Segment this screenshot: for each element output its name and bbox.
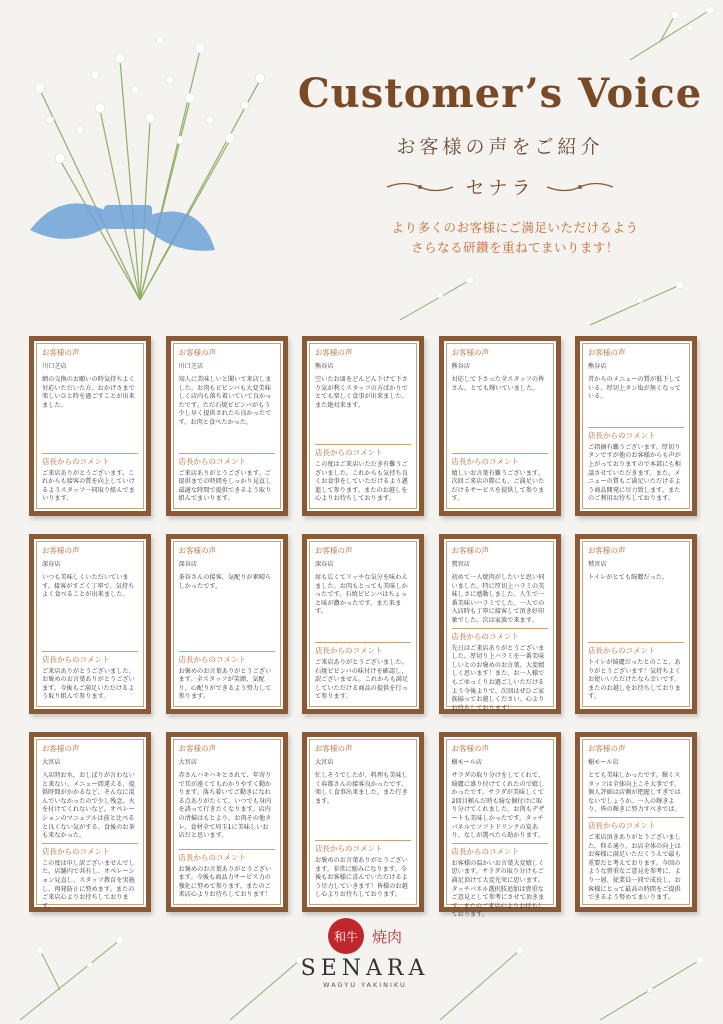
- comment-text: 先日はご来店ありがとうございました。厚切り上ハラミを一番美味しいとのお褒めのお言葉、大変嬉しく思います！また、お一人様でもごゆっくりお過ごしいただけるよう今後よりで、次回はぜひご家族揃ってお越しください。心よりお待ちしております！: [451, 644, 545, 712]
- store-name: 深谷店: [315, 561, 334, 568]
- comment-heading: 店長からのコメント: [315, 844, 383, 854]
- voice-text: 知人に美味しいと聞いて来店しました。お肉もビビンバも大変美味しく店内も落ち着いていて良かったです。ただ石焼ビビンバがもう少し早く提供されたら良かったです。お肉と食べたかった。: [178, 376, 272, 426]
- comment-text: お褒めのお言葉ありがとうございます。今後も商品力サービス力の強化に努めて参ります。またのご来店心よりお待ちしております！: [178, 865, 272, 899]
- page-title: Customer’s Voice: [297, 70, 703, 117]
- comment-text: ご来店ありがとうございました。お褒めのお言葉ありがとうございます。今後もご満足いただけるよう取り組んで参ります。: [42, 667, 135, 701]
- store-name: 川口芝店: [178, 363, 204, 370]
- logo-subtitle: WAGYU YAKINIKU: [323, 981, 407, 989]
- comment-heading: 店長からのコメント: [315, 646, 383, 656]
- store-name: 鷲宮店: [588, 561, 607, 568]
- voice-card: [29, 732, 151, 912]
- comment-heading: 店長からのコメント: [451, 631, 519, 641]
- voice-card: [166, 534, 288, 714]
- voice-card: [166, 732, 288, 912]
- voice-heading: お客様の声: [42, 744, 80, 753]
- logo-mark: [280, 918, 450, 954]
- voice-card-inner: [582, 739, 690, 905]
- flower-bouquet-illustration: [0, 0, 300, 320]
- voice-text: トイレがとても綺麗だった。: [588, 574, 669, 581]
- voice-card-inner: [173, 739, 281, 905]
- store-name: 樹モール店: [588, 759, 619, 766]
- comment-heading: 店長からのコメント: [588, 820, 656, 830]
- voice-text: サラダの取り分けをしてくれて、綺麗に盛り付けてくれたので嬉しかったです。サラダが美味しくて2回目頼んだ時も綺な個付けに取り分けてくれました。お肉もデザートも美味しかったです。タッチパネルでソフトドリンクの炭あり、なしが選べたら助かります。: [451, 772, 545, 840]
- voice-heading: お客様の声: [451, 744, 489, 753]
- card-divider: [179, 453, 275, 454]
- voice-card-inner: [173, 343, 281, 509]
- voice-text: いつも美味しくいただいています。接客がすごく丁寧で、気持ちよく食べることが出来ました。: [42, 574, 135, 599]
- voice-heading: お客様の声: [588, 744, 626, 753]
- store-name: 大宮店: [315, 759, 334, 766]
- voice-text: 空いたお皿をどんどん下げて下さり気が利くスタッフの方ばかりでとても楽しく食事が出来ました。また絶対来ます。: [315, 376, 408, 409]
- comment-heading: 店長からのコメント: [178, 654, 246, 664]
- comment-text: お褒めのお言葉ありがとうございます。非常に励みになります。今後もお客様に喜んでいただけるよう尽力していきます！皆様のお越し心よりお待ちしております。: [315, 857, 408, 899]
- voice-heading: お客様の声: [42, 348, 80, 357]
- voice-text: 昔からのメニューの質が低下している。厚切上タン塩が無くなっている。: [588, 376, 681, 401]
- page-subtitle: お客様の声をご紹介: [396, 136, 604, 158]
- comment-heading: 店長からのコメント: [42, 456, 110, 466]
- card-divider: [315, 444, 411, 445]
- voice-heading: お客様の声: [451, 348, 489, 357]
- card-divider: [452, 843, 548, 844]
- voice-card-inner: [446, 541, 554, 712]
- brand-line: [290, 173, 710, 200]
- comment-heading: 店長からのコメント: [315, 448, 383, 458]
- voice-text: 茶谷さんの接客、気配りが素晴らしかったです。: [178, 574, 272, 590]
- comment-text: お客様の温かいお言葉大変嬉しく思います。サラダの取り分けもご満足頂けて大変光栄に思います。タッチパネル選択肢追加は貴重なご意見として参考にさせて頂きます。またのご来店心よりお待ちしております。: [451, 859, 545, 919]
- voice-text: 入店時お水、おしぼりが言わないと来ない。メニュー間違える、提供時間がかかるなど、そんなに混んでいなかったので少し残念。火を付けてくれないなど。オペレーションのマニュアルは前と比べると良くない気がする。食後のお茶も来なかった。: [42, 772, 135, 840]
- voice-card: [29, 336, 151, 516]
- voice-heading: お客様の声: [315, 546, 353, 555]
- voice-card-inner: [309, 343, 417, 509]
- tagline-line-2: さらなる研鑽を重ねてまいります！: [411, 240, 619, 255]
- voice-heading: お客様の声: [315, 348, 353, 357]
- card-divider: [42, 843, 138, 844]
- comment-text: ご来店ありがとうございます。ご提供までの時間をしっかり見直し最適な時間で提供できるよう取り組んでまいります。: [178, 469, 272, 503]
- voice-text: 対応して下さった全スタッフの皆さん。とても輝いていました。: [451, 376, 545, 392]
- voice-heading: お客様の声: [178, 348, 216, 357]
- comment-heading: 店長からのコメント: [588, 430, 656, 440]
- voice-text: とても美味しかったです。輝くスタッフは全体向上こそ大事です。個人評価は店側が把握しすぎではないでしょうか。一人の輝きより、皆の輝きに努力すべきでは。: [588, 772, 681, 814]
- comment-heading: 店長からのコメント: [451, 846, 519, 856]
- footer-logo: [280, 918, 450, 989]
- brand-name: セナラ: [465, 177, 535, 199]
- voice-card-inner: [309, 541, 417, 707]
- tagline: [330, 218, 700, 258]
- voice-card-inner: [582, 541, 690, 707]
- comment-heading: 店長からのコメント: [42, 654, 110, 664]
- store-name: 川口芝店: [42, 363, 67, 370]
- card-divider: [315, 642, 411, 643]
- store-name: 熊谷店: [451, 363, 471, 370]
- store-name: 樹モール店: [451, 759, 483, 766]
- card-divider: [452, 453, 548, 454]
- comment-heading: 店長からのコメント: [42, 846, 110, 856]
- flower-sprig-illustration: [620, 0, 723, 70]
- voice-card-inner: [173, 541, 281, 707]
- voice-heading: お客様の声: [178, 546, 216, 555]
- comment-text: この度はご来店いただき有難うございました。これからも気持ち良くお食事をしていただけるよう邁進して参ります。またのお越しを心よりお待ちしております。: [315, 461, 408, 503]
- logo-name: SENARA: [300, 956, 430, 981]
- logo-kanji: 焼肉: [371, 927, 402, 946]
- voice-card-inner: [582, 343, 690, 509]
- page-header: [290, 70, 710, 200]
- card-divider: [42, 651, 138, 652]
- voice-card: [575, 336, 697, 516]
- voice-cards-grid: [29, 336, 697, 919]
- voice-card: [575, 732, 697, 912]
- ornament-left-icon: [385, 180, 455, 194]
- store-name: 深谷店: [42, 561, 61, 568]
- comment-text: お褒めのお言葉ありがとうございます。全スタッフが笑顔、気配り、心配りができるよう努力して参ります。: [178, 667, 272, 701]
- voice-heading: お客様の声: [588, 348, 626, 357]
- voice-card: [29, 534, 151, 714]
- comment-text: ご来店ありがとうございます。これからも接客の質を向上していけるようスタッフ一同取り組んでまいります。: [42, 469, 135, 503]
- voice-text: 網の交換のお願いの時気持ちよく対応いただいた方。おかげさまで楽しいひと時を過ごすことが出来ました。: [42, 376, 135, 409]
- voice-card-inner: [36, 343, 144, 509]
- comment-text: ご来店ありがとうございました。石焼ビビンバの味付けを確認し、訳ございません。これからも満足していただける商品の提供を行って参ります。: [315, 659, 409, 701]
- comment-text: ご来店頂きありがとうございました。仰る通り、お店全体の向上はお客様に満足いただくうえで最も重要だと考えております。今回のような貴重なご意見を参考に、より一層、従業員一同で成長し、お客様にとって最高の時間をご提供できるよう努めてまいります。: [588, 833, 681, 902]
- voice-card: [166, 336, 288, 516]
- voice-card-inner: [309, 739, 417, 905]
- comment-text: ご指摘有難うございます。厚切りタンですが他のお客様からも声が上がっておりますので本部にも相談させていただきます。また、メニューの質もご満足いただけるよう商品開発に尽力致します。またのご利用お待ちしております。: [588, 443, 681, 503]
- voice-heading: お客様の声: [588, 546, 626, 555]
- logo-seal: 和牛: [328, 918, 364, 954]
- card-divider: [42, 453, 138, 454]
- voice-heading: お客様の声: [315, 744, 353, 753]
- card-divider: [179, 651, 275, 652]
- voice-card-inner: [36, 739, 144, 910]
- store-name: 熊谷店: [315, 363, 334, 370]
- store-name: 鷲宮店: [451, 561, 471, 568]
- card-divider: [315, 840, 411, 841]
- card-divider: [588, 427, 684, 428]
- voice-text: 赤さんハキハキとされて、年寄りで耳が遠くてもわかりやすく動かります。落ち着いてご動きになれる点ありがたくて、いつでも身内を誘って行きたくなります。店内の清掃はもとより、お肉その他タレ、食材全て埼玉1に美味しいお店だと思います。: [178, 772, 272, 840]
- voice-heading: お客様の声: [451, 546, 489, 555]
- card-divider: [452, 628, 548, 629]
- tagline-line-1: より多くのお客様にご満足いただけるよう: [391, 220, 639, 235]
- voice-card-inner: [446, 343, 554, 509]
- voice-card: [302, 732, 424, 912]
- comment-heading: 店長からのコメント: [588, 646, 656, 656]
- comment-heading: 店長からのコメント: [178, 852, 246, 862]
- voice-card: [302, 534, 424, 714]
- comment-heading: 店長からのコメント: [178, 456, 246, 466]
- voice-text: 忙しそうでしたが、料理も美味しく春都さんの接客良かったです。楽しく食事出来ました。また行きます。: [315, 772, 408, 805]
- card-divider: [588, 642, 684, 643]
- store-name: 深谷店: [178, 561, 198, 568]
- voice-text: 初めて一人焼肉がしたいと思い伺いました。特に厚切上ハラミの美味しさに感動しました。人生で一番美味いハラミでした。一人での入店時も丁寧に接客して頂き好印象でした。次は家族で来ます。: [451, 574, 545, 624]
- voice-card: [439, 336, 561, 516]
- comment-text: トイレが綺麗だったとのこと、ありがとうございます！気持ちよくお使いいただけたなら幸いです。またのお越しをお待ちしております。: [588, 659, 681, 701]
- comment-text: この度は申し訳ございませんでした。店舗内で共有し、オペレーション見直し、スタッフ教育を実施し、再発防止に努めます。またのご来店心よりお待ちしております。: [42, 859, 135, 910]
- store-name: 熊谷店: [588, 363, 607, 370]
- voice-card: [439, 534, 561, 714]
- card-divider: [179, 849, 275, 850]
- flower-sprig-illustration: [390, 270, 710, 330]
- voice-heading: お客様の声: [42, 546, 80, 555]
- store-name: 大宮店: [42, 759, 61, 766]
- store-name: 大宮店: [178, 759, 198, 766]
- voice-text: 席も広くてリッチな気分を味わえました。お肉もとっても美味しかったです。石焼ビビンバはちょっと味が濃かったです。また来ます。: [315, 574, 408, 616]
- voice-card: [302, 336, 424, 516]
- comment-text: 嬉しいお言葉有難うございます。次回ご来店の際にも、ご満足いただけるサービスを提供して参ります。: [451, 469, 545, 503]
- voice-card: [575, 534, 697, 714]
- voice-heading: お客様の声: [178, 744, 216, 753]
- ornament-right-icon: [545, 180, 615, 194]
- voice-card-inner: [36, 541, 144, 707]
- card-divider: [588, 817, 684, 818]
- voice-card: [439, 732, 561, 919]
- comment-heading: 店長からのコメント: [451, 456, 519, 466]
- voice-card-inner: [446, 739, 554, 919]
